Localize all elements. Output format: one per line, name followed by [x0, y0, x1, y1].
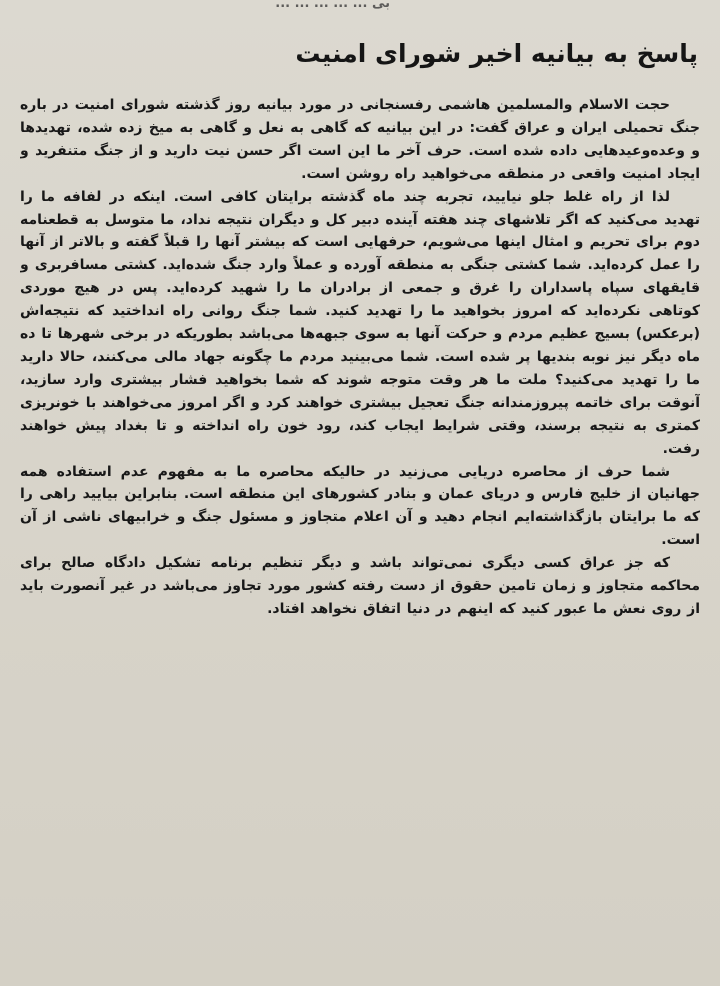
- article-body: [20, 94, 700, 976]
- paragraph-4: که جز عراق کسی دیگری نمی‌تواند باشد و دیگر تنظیم برنامه تشکیل دادگاه صالح برای محاکمه متجاوز و زمان تامین حقوق از دست رفته کشور مورد تجاوز می‌باشد در غیر آنصورت باید از روی نعش ما عبور کنید که اینهم در دنیا اتفاق نخواهد افتاد.: [20, 555, 700, 617]
- cropped-previous-line: بی ... ... ... ... ...: [275, 0, 390, 10]
- article-title: پاسخ به بیانیه اخیر شورای امنیت: [295, 39, 698, 68]
- paragraph-1: حجت الاسلام والمسلمین هاشمی رفسنجانی در مورد بیانیه روز گذشته شورای امنیت در باره جنگ تحمیلی ایران و عراق گفت: در این بیانیه که گاهی به نعل و گاهی به میخ زده شده، تهدیدها و وعده‌وعیدهایی داده شده است. حرف آخر ما این است اگر حسن نیت دارید و از جنگ متنفرید و ایجاد امنیت واقعی در منطقه می‌خواهید راه روشن است.: [20, 97, 700, 182]
- paragraph-2: لذا از راه غلط جلو نیایید، تجربه چند ماه گذشته برایتان کافی است. اینکه در لفافه ما را تهدید می‌کنید که اگر تلاشهای چند هفته آینده دبیر کل و دیگران نتیجه نداد، ما متوسل به قطعنامه دوم برای تحریم و امثال اینها می‌شویم، حرفهایی است که بیشتر آنها را قبلاً گفته و بالاتر از آنها را عمل کرده‌اید. شما کشتی جنگی به منطقه آورده و عملاً وارد جنگ شده‌اید. کشتی مسافربری و قایقهای سپاه پاسداران را غرق و جمعی از برادران ما را شهید کرده‌اید. پس در هیچ موردی کوتاهی نکرده‌اید که امروز بخواهید ما را تهدید کنید. شما جنگ روانی راه انداختید که نتیجه‌اش (برعکس) بسیج عظیم مردم و حرکت آنها به سوی جبهه‌ها می‌باشد بطوریکه در برخی شهرها تا ده ماه دیگر نیز نوبه بندیها پر شده است. شما می‌بینید مردم ما چگونه جهاد مالی می‌کنند، حالا دارید ما را تهدید می‌کنید؟ ملت ما هر وقت متوجه شوند که شما بخواهید فشار بیشتری وارد سازید، آنوقت برای خاتمه پیروزمندانه جنگ تعجیل بیشتری خواهند کرد و اگر امروز می‌خواهند با خونریزی کمتری به نتیجه برسند، وقتی شرایط ایجاب کند، رود خون راه انداخته و تا بغداد پیش خواهند رفت.: [20, 188, 700, 457]
- paragraph-3: شما حرف از محاصره دریایی می‌زنید در حالیکه محاصره ما به مفهوم عدم استفاده همه جهانیان از خلیج فارس و دریای عمان و بنادر کشورهای این منطقه است. بنابراین بیایید راهی را که ما برایتان بازگذاشته‌ایم انجام دهید و آن اعلام متجاوز و مسئول جنگ و خرابیهای ناشی از آن است.: [20, 463, 700, 549]
